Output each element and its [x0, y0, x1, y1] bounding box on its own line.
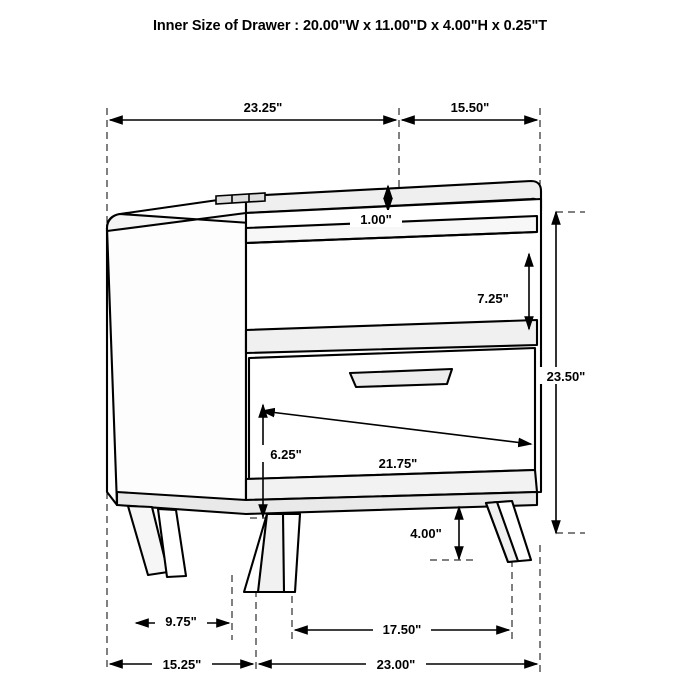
- dim-top-thickness: 1.00": [360, 212, 392, 227]
- dim-top-width: 23.25": [243, 100, 283, 115]
- dim-foot-front-span: 17.50": [382, 622, 422, 637]
- cabinet-body: [107, 181, 541, 514]
- dim-top-depth: 15.50": [450, 100, 490, 115]
- dim-base-left-depth: 15.25": [162, 657, 202, 672]
- dim-drawer-height: 6.25": [270, 447, 302, 462]
- dim-base-front-width: 23.00": [376, 657, 416, 672]
- dim-leg-height: 4.00": [410, 526, 442, 541]
- dim-shelf-opening: 7.25": [477, 291, 509, 306]
- dim-foot-left-depth: 9.75": [165, 614, 197, 629]
- dim-drawer-width: 21.75": [378, 456, 418, 471]
- page-title: Inner Size of Drawer : 20.00"W x 11.00"D x 4.00"H x 0.25"T: [152, 18, 548, 34]
- dim-overall-height: 23.50": [546, 369, 586, 384]
- legs: [128, 501, 531, 592]
